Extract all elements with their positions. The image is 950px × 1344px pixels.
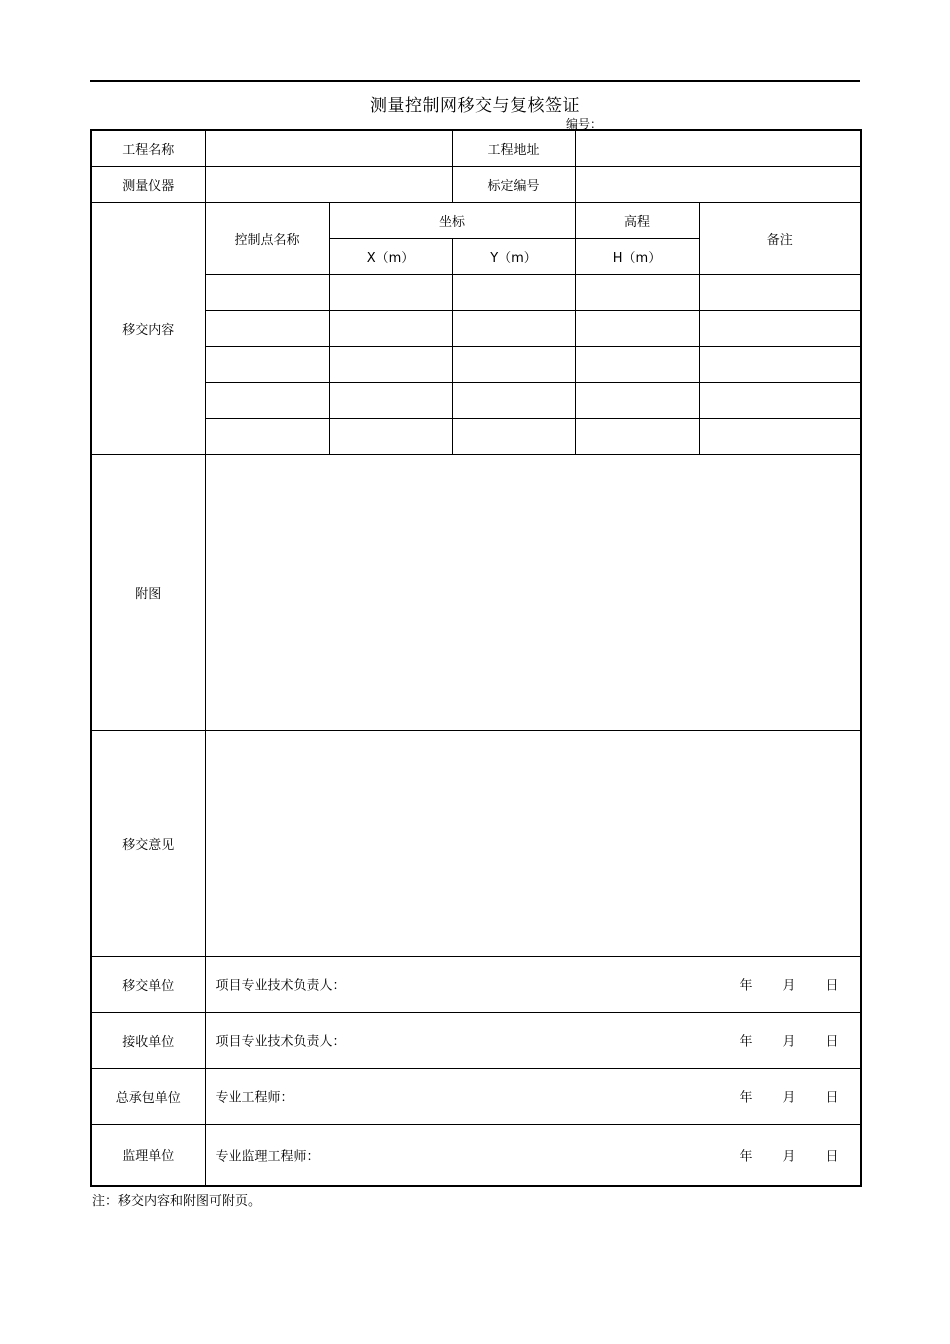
attachment-label: 附图 (91, 454, 205, 730)
signature-unit-label: 监理单位 (91, 1124, 205, 1186)
day-label: 日 (825, 1090, 839, 1106)
point-name-cell[interactable] (205, 310, 329, 346)
signature-field[interactable] (205, 956, 861, 1012)
y-cell[interactable] (452, 346, 575, 382)
transfer-content-label: 移交内容 (91, 202, 205, 454)
opinion-row (91, 730, 861, 956)
x-cell[interactable] (329, 274, 452, 310)
attachment-row (91, 454, 861, 730)
h-cell[interactable] (575, 382, 699, 418)
x-cell[interactable] (329, 382, 452, 418)
h-elevation-header: H（m） (575, 238, 699, 274)
attachment-area[interactable] (205, 454, 861, 730)
year-label: 年 (739, 1090, 753, 1106)
day-label: 日 (825, 1034, 839, 1050)
transfer-header-row (91, 202, 861, 238)
instrument-field[interactable] (205, 166, 452, 202)
page-title: 测量控制网移交与复核签证 (370, 96, 580, 116)
transfer-data-row (91, 310, 861, 346)
project-name-field[interactable] (205, 130, 452, 166)
month-label: 月 (782, 1034, 796, 1050)
instrument-row (91, 166, 861, 202)
month-label: 月 (782, 1149, 796, 1165)
remarks-header: 备注 (699, 202, 861, 274)
y-cell[interactable] (452, 418, 575, 454)
signature-role-label: 项目专业技术负责人： (215, 1034, 346, 1050)
remarks-cell[interactable] (699, 346, 861, 382)
remarks-cell[interactable] (699, 418, 861, 454)
point-name-cell[interactable] (205, 346, 329, 382)
instrument-label: 测量仪器 (91, 166, 205, 202)
signature-unit-label: 接收单位 (91, 1012, 205, 1068)
serial-number-label: 编号： (566, 117, 603, 131)
point-name-cell[interactable] (205, 274, 329, 310)
signature-row (91, 956, 861, 1012)
h-cell[interactable] (575, 274, 699, 310)
transfer-opinion-area[interactable] (205, 730, 861, 956)
point-name-cell[interactable] (205, 418, 329, 454)
project-address-label: 工程地址 (452, 130, 575, 166)
transfer-data-row (91, 382, 861, 418)
signature-field[interactable] (205, 1012, 861, 1068)
point-name-cell[interactable] (205, 382, 329, 418)
transfer-data-row (91, 274, 861, 310)
y-cell[interactable] (452, 274, 575, 310)
y-cell[interactable] (452, 310, 575, 346)
signature-row (91, 1012, 861, 1068)
signature-unit-label: 移交单位 (91, 956, 205, 1012)
project-row (91, 130, 861, 166)
remarks-cell[interactable] (699, 382, 861, 418)
project-name-label: 工程名称 (91, 130, 205, 166)
elevation-header: 高程 (575, 202, 699, 238)
y-cell[interactable] (452, 382, 575, 418)
signature-role-label: 专业工程师： (215, 1090, 294, 1106)
coordinates-header: 坐标 (329, 202, 575, 238)
x-cell[interactable] (329, 418, 452, 454)
signature-role-label: 项目专业技术负责人： (215, 978, 346, 994)
x-coordinate-header: X（m） (329, 238, 452, 274)
project-address-field[interactable] (575, 130, 861, 166)
remarks-cell[interactable] (699, 274, 861, 310)
signature-field[interactable] (205, 1124, 861, 1186)
calibration-number-label: 标定编号 (452, 166, 575, 202)
year-label: 年 (739, 1034, 753, 1050)
calibration-number-field[interactable] (575, 166, 861, 202)
h-cell[interactable] (575, 310, 699, 346)
year-label: 年 (739, 978, 753, 994)
remarks-cell[interactable] (699, 310, 861, 346)
transfer-opinion-label: 移交意见 (91, 730, 205, 956)
signature-field[interactable] (205, 1068, 861, 1124)
transfer-data-row (91, 346, 861, 382)
signature-row (91, 1068, 861, 1124)
year-label: 年 (739, 1149, 753, 1165)
survey-control-form (90, 129, 862, 1187)
h-cell[interactable] (575, 418, 699, 454)
y-coordinate-header: Y（m） (452, 238, 575, 274)
signature-role-label: 专业监理工程师： (215, 1149, 320, 1165)
x-cell[interactable] (329, 310, 452, 346)
x-cell[interactable] (329, 346, 452, 382)
point-name-header: 控制点名称 (205, 202, 329, 274)
top-rule (90, 80, 860, 82)
transfer-data-row (91, 418, 861, 454)
month-label: 月 (782, 1090, 796, 1106)
day-label: 日 (825, 978, 839, 994)
h-cell[interactable] (575, 346, 699, 382)
month-label: 月 (782, 978, 796, 994)
signature-row (91, 1124, 861, 1186)
footnote: 注：移交内容和附图可附页。 (92, 1194, 262, 1209)
signature-unit-label: 总承包单位 (91, 1068, 205, 1124)
day-label: 日 (825, 1149, 839, 1165)
